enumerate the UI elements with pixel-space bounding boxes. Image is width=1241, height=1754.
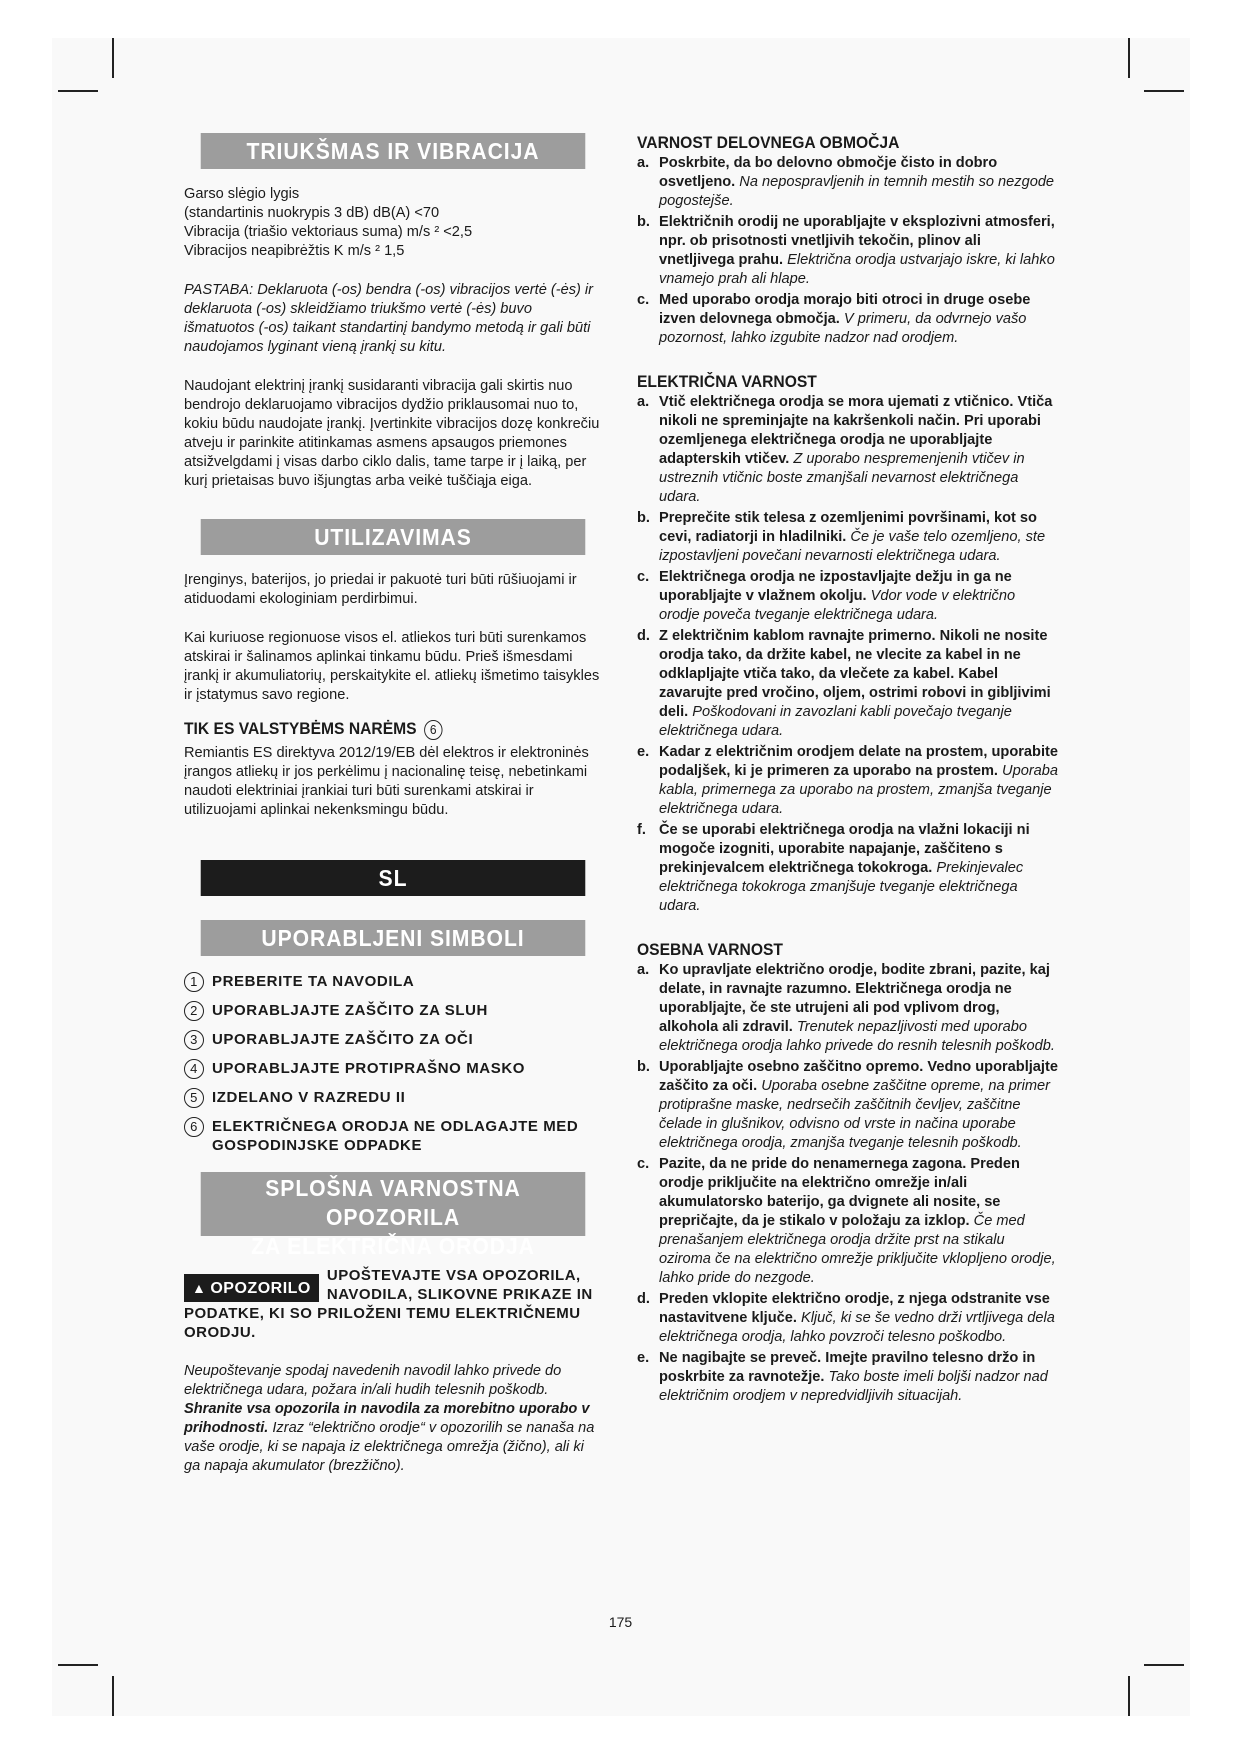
item-letter: e. — [637, 1350, 650, 1366]
symbol-3-icon: 3 — [184, 1030, 204, 1050]
crop-mark-top-right-h — [1144, 90, 1184, 92]
item-italic-text: Uporaba kabla, primernega za uporabo na prostem, zmanjša tveganje električnega udara. — [659, 763, 1059, 817]
item-bold-text: Pazite, da ne pride do nenamernega zagona. Preden orodje priključite na električno omrežje in/ali akumulatorsko baterijo, ga dvignete ali nosite, se prepričajte, da je stikalo v položaju za izklop. — [659, 1156, 1020, 1229]
item-letter: a. — [637, 155, 650, 171]
osebna-heading: OSEBNA VARNOST — [637, 940, 783, 959]
noise-note: PASTABA: Deklaruota (-os) bendra (-os) vibracijos vertė (-ės) ir deklaruota (-os) skleidžiamo triukšmo vertė (-ės) buvo išmatuotos (-os) taikant standartinį bandymo metodą ir gali būti naudojamos lyginant vieną įrankį su kitu. — [184, 282, 594, 355]
item-bold-text: Poskrbite, da bo delovno območje čisto in dobro osvetljeno. — [659, 155, 998, 190]
safety-list-item — [637, 961, 1059, 1056]
item-text — [659, 961, 1059, 1056]
warning-badge — [184, 1274, 319, 1302]
item-text — [659, 1349, 1059, 1406]
crop-mark-bottom-left-h — [58, 1664, 98, 1666]
crop-mark-bottom-right-v — [1128, 1676, 1130, 1716]
item-italic-text: Trenutek nepazljivosti med uporabo električnega orodja lahko privede do resnih telesnih poškodb. — [659, 1019, 1055, 1054]
item-bold-text: Če se uporabi električnega orodja na vlažni lokaciji ni mogoče izogniti, uporabite napajanje, zaščiteno s prekinjevalcem električnega tokokroga. — [659, 822, 1030, 876]
item-bold-text: Preden vklopite električno orodje, z njega odstranite vse nastavitvene ključe. — [659, 1291, 1050, 1326]
item-letter: c. — [637, 292, 650, 308]
sl-language-banner: SL — [201, 860, 586, 896]
disposal-paragraph-2: Kai kuriuose regionuose visos el. atliekos turi būti surenkamos atskirai ir šalinamos aplinkai tinkamu būdu. Prieš išmesdami įrankį ir akumuliatorių, perskaitykite el. atliekų išmetimo taisykles ir įstatymus savo regione. — [184, 630, 600, 703]
item-italic-text: Če med prenašanjem električnega orodja držite prst na stikalu oziroma če na električno omrežje priključite vklopljeno orodje, lahko pride do nezgode. — [659, 1213, 1056, 1286]
obmocje-list — [637, 154, 1059, 348]
item-italic-text: Tako boste imeli boljši nadzor nad električnim orodjem v nepredvidljivih situacijah. — [659, 1369, 1048, 1404]
crop-mark-top-left-v — [112, 38, 114, 78]
crop-mark-bottom-left-v — [112, 1676, 114, 1716]
item-letter: b. — [637, 214, 650, 230]
item-bold-text: Ne nagibajte se preveč. Imejte pravilno telesno držo in poskrbite za ravnotežje. — [659, 1350, 1036, 1385]
symbol-row — [184, 1088, 602, 1108]
splosna-title-line-1: SPLOŠNA VARNOSTNA OPOZORILA — [265, 1175, 521, 1230]
item-letter: a. — [637, 394, 650, 410]
safety-list-item — [637, 1155, 1059, 1288]
item-text — [659, 627, 1059, 741]
item-bold-text: Ko upravljate električno orodje, bodite zbrani, pazite, kaj delate, in ravnajte razumno. Električnega orodja ne uporabljajte, če ste utrujeni ali pod vplivom drog, alkohola ali zdravil. — [659, 962, 1050, 1035]
crop-mark-bottom-right-h — [1144, 1664, 1184, 1666]
item-letter: d. — [637, 628, 650, 644]
right-column — [637, 133, 1059, 1408]
warning-badge-label: OPOZORILO — [210, 1280, 311, 1297]
es-body: Remiantis ES direktyva 2012/19/EB dėl elektros ir elektroninės įrangos atliekų ir jos perkėlimu į nacionalinę teisę, nebetinkami naudoti elektriniai įrankiai turi būti surenkami atskirai ir utilizuojami aplinkai nekenksmingu būdu. — [184, 745, 589, 818]
item-italic-text: Če je vaše telo ozemljeno, ste izpostavljeni povečani nevarnosti električnega udara. — [659, 529, 1046, 564]
vibration-body: Naudojant elektrinį įrankį susidaranti vibracija gali skirtis nuo bendrojo deklaruojamo vibracijos dydžio priklausomai nuo to, kokiu būdu naudojate įrankį. Įvertinkite vibracijos dozę konkrečiu atveju ir parinkite atitinkamas asmens apsaugos priemones atsižvelgdami į visas darbo ciklo dalis, tame tarpe ir į laiką, per kurį prietaisas buvo išjungtas arba veikė tuščiąja eiga. — [184, 378, 600, 489]
noise-line-4: Vibracijos neapibrėžtis K m/s ² 1,5 — [184, 243, 405, 259]
safety-list-item — [637, 393, 1059, 507]
warning-block — [184, 1266, 602, 1342]
safety-list-item — [637, 291, 1059, 348]
safety-list-item — [637, 821, 1059, 916]
safety-list-item — [637, 1058, 1059, 1153]
symbol-4-icon: 4 — [184, 1059, 204, 1079]
utilizavimas-banner: UTILIZAVIMAS — [201, 519, 586, 555]
splosna-title-line-2: ZA ELEKTRIČNA ORODJA — [251, 1233, 535, 1259]
left-column — [184, 133, 602, 1476]
item-letter: e. — [637, 744, 650, 760]
symbol-row — [184, 1001, 602, 1021]
safety-list-item — [637, 1349, 1059, 1406]
noise-line-2: (standartinis nuokrypis 3 dB) dB(A) <70 — [184, 205, 440, 221]
safety-list-item — [637, 568, 1059, 625]
item-letter: f. — [637, 822, 646, 838]
item-letter: c. — [637, 569, 650, 585]
symbol-2-icon: 2 — [184, 1001, 204, 1021]
item-italic-text: Z uporabo nespremenjenih vtičev in ustreznih vtičnic boste zmanjšali nevarnost električnega udara. — [659, 451, 1025, 505]
item-letter: b. — [637, 1059, 650, 1075]
symbol-row — [184, 1030, 602, 1050]
osebna-list — [637, 961, 1059, 1406]
safety-list-item — [637, 1290, 1059, 1347]
general-warning-part-a: Neupoštevanje spodaj navedenih navodil lahko privede do električnega udara, požara in/ali hudih telesnih poškodb. — [184, 1363, 562, 1398]
disposal-paragraph-1: Įrenginys, baterijos, jo priedai ir pakuotė turi būti rūšiuojami ir atiduodami ekologiniam perdirbimui. — [184, 572, 577, 607]
safety-list-item — [637, 154, 1059, 211]
safety-list-item — [637, 743, 1059, 819]
obmocje-heading: VARNOST DELOVNEGA OBMOČJA — [637, 133, 900, 152]
item-text — [659, 291, 1059, 348]
safety-list-item — [637, 627, 1059, 741]
symbol-6-icon: 6 — [424, 720, 442, 740]
item-italic-text: Vdor vode v električno orodje poveča tveganje električnega udara. — [659, 588, 1016, 623]
symbol-label: ELEKTRIČNEGA ORODJA NE ODLAGAJTE MED GOSPODINJSKE ODPADKE — [212, 1118, 579, 1154]
item-bold-text: Uporabljajte osebno zaščitno opremo. Vedno uporabljajte zaščito za oči. — [659, 1059, 1058, 1094]
item-italic-text: Na nepospravljenih in temnih mestih so nezgode pogostejše. — [659, 174, 1055, 209]
symbol-6-icon: 6 — [184, 1117, 204, 1137]
symbol-row — [184, 1059, 602, 1079]
warning-triangle-icon: ▲ — [192, 1280, 207, 1296]
item-bold-text: Med uporabo orodja morajo biti otroci in druge osebe izven delovnega območja. — [659, 292, 1031, 327]
symbol-row — [184, 1117, 602, 1155]
page-number: 175 — [608, 1614, 633, 1630]
item-letter: d. — [637, 1291, 650, 1307]
item-text — [659, 743, 1059, 819]
es-heading — [184, 719, 569, 740]
symbols-list — [184, 972, 602, 1155]
item-text — [659, 1058, 1059, 1153]
simboli-banner: UPORABLJENI SIMBOLI — [201, 920, 586, 956]
item-text — [659, 154, 1059, 211]
item-bold-text: Kadar z električnim orodjem delate na prostem, uporabite podaljšek, ki je primeren za uporabo na prostem. — [659, 744, 1058, 779]
symbol-row — [184, 972, 602, 992]
item-bold-text: Preprečite stik telesa z ozemljenimi površinami, kot so cevi, radiatorji in hladilniki. — [659, 510, 1037, 545]
safety-list-item — [637, 509, 1059, 566]
symbol-label: UPORABLJAJTE ZAŠČITO ZA SLUH — [212, 1002, 488, 1019]
crop-mark-top-left-h — [58, 90, 98, 92]
item-italic-text: V primeru, da odvrnejo vašo pozornost, lahko izgubite nadzor nad orodjem. — [659, 311, 1027, 346]
triuksmas-banner: TRIUKŠMAS IR VIBRACIJA — [201, 133, 586, 169]
noise-line-3: Vibracija (triašio vektoriaus suma) m/s ² <2,5 — [184, 224, 473, 240]
item-text — [659, 1155, 1059, 1288]
item-italic-text: Električna orodja ustvarjajo iskre, ki lahko vnamejo prah ali hlape. — [659, 252, 1055, 287]
item-text — [659, 213, 1059, 289]
item-bold-text: Električnega orodja ne izpostavljajte dežju in ga ne uporabljajte v vlažnem okolju. — [659, 569, 1012, 604]
item-bold-text: Električnih orodij ne uporabljajte v eksplozivni atmosferi, npr. ob prisotnosti vnetljivih tekočin, plinov ali vnetljivega prahu. — [659, 214, 1055, 268]
symbol-5-icon: 5 — [184, 1088, 204, 1108]
splosna-banner — [201, 1172, 586, 1259]
item-text — [659, 1290, 1059, 1347]
item-italic-text: Uporaba osebne zaščitne opreme, na primer protiprašne maske, nedrsečih zaščitnih čevljev, zaščitne čelade in glušnikov, odvisno od vrste in načina uporabe električnega orodja, zmanjša tveganje telesnih poškodb. — [659, 1078, 1050, 1151]
general-warning-part-b: Shranite vsa opozorila in navodila za morebitno uporabo v prihodnosti. — [184, 1401, 590, 1436]
noise-line-1: Garso slėgio lygis — [184, 186, 300, 202]
symbol-label: UPORABLJAJTE PROTIPRAŠNO MASKO — [212, 1060, 526, 1077]
general-warning-paragraph — [184, 1362, 602, 1476]
symbol-label: UPORABLJAJTE ZAŠČITO ZA OČI — [212, 1031, 474, 1048]
item-letter: a. — [637, 962, 650, 978]
item-letter: b. — [637, 510, 650, 526]
warning-text: UPOŠTEVAJTE VSA OPOZORILA, NAVODILA, SLIKOVNE PRIKAZE IN PODATKE, KI SO PRILOŽENI TEMU ELEKTRIČNEMU ORODJU. — [184, 1267, 593, 1341]
elektricna-heading: ELEKTRIČNA VARNOST — [637, 372, 817, 391]
item-text — [659, 393, 1059, 507]
symbol-1-icon: 1 — [184, 972, 204, 992]
item-bold-text: Vtič električnega orodja se mora ujemati z vtičnico. Vtiča nikoli ne spreminjajte na kakršenkoli način. Pri uporabi ozemljenega električnega orodja ne uporabljajte adapterskih vtičev. — [659, 394, 1053, 467]
item-italic-text: Poškodovani in zavozlani kabli povečajo tveganje električnega udara. — [659, 704, 1012, 739]
item-letter: c. — [637, 1156, 650, 1172]
item-text — [659, 568, 1059, 625]
item-italic-text: Prekinjevalec električnega tokokroga zmanjšuje tveganje električnega udara. — [659, 860, 1024, 914]
symbol-label: IZDELANO V RAZREDU II — [212, 1089, 406, 1106]
safety-list-item — [637, 213, 1059, 289]
elektricna-list — [637, 393, 1059, 916]
crop-mark-top-right-v — [1128, 38, 1130, 78]
item-italic-text: Ključ, ki se še vedno drži vrtljivega dela električnega orodja, lahko povzroči telesno poškodbo. — [659, 1310, 1055, 1345]
general-warning-part-c: Izraz “električno orodje“ v opozorilih se nanaša na vaše orodje, ki se napaja iz električnega omrežja (žično), ali ki ga napaja akumulator (brezžično). — [184, 1420, 595, 1474]
es-heading-text: TIK ES VALSTYBĖMS NARĖMS — [184, 719, 417, 738]
item-text — [659, 509, 1059, 566]
item-bold-text: Z električnim kablom ravnajte primerno. Nikoli ne nosite orodja tako, da držite kabel, ne vlecite za kabel in ne odklapljajte vtiča tako, da vlečete za kabel. Kabel zavarujte pred vročino, oljem, ostrimi robovi in gibljivimi deli. — [659, 628, 1051, 720]
symbol-label: PREBERITE TA NAVODILA — [212, 973, 415, 990]
item-text — [659, 821, 1059, 916]
